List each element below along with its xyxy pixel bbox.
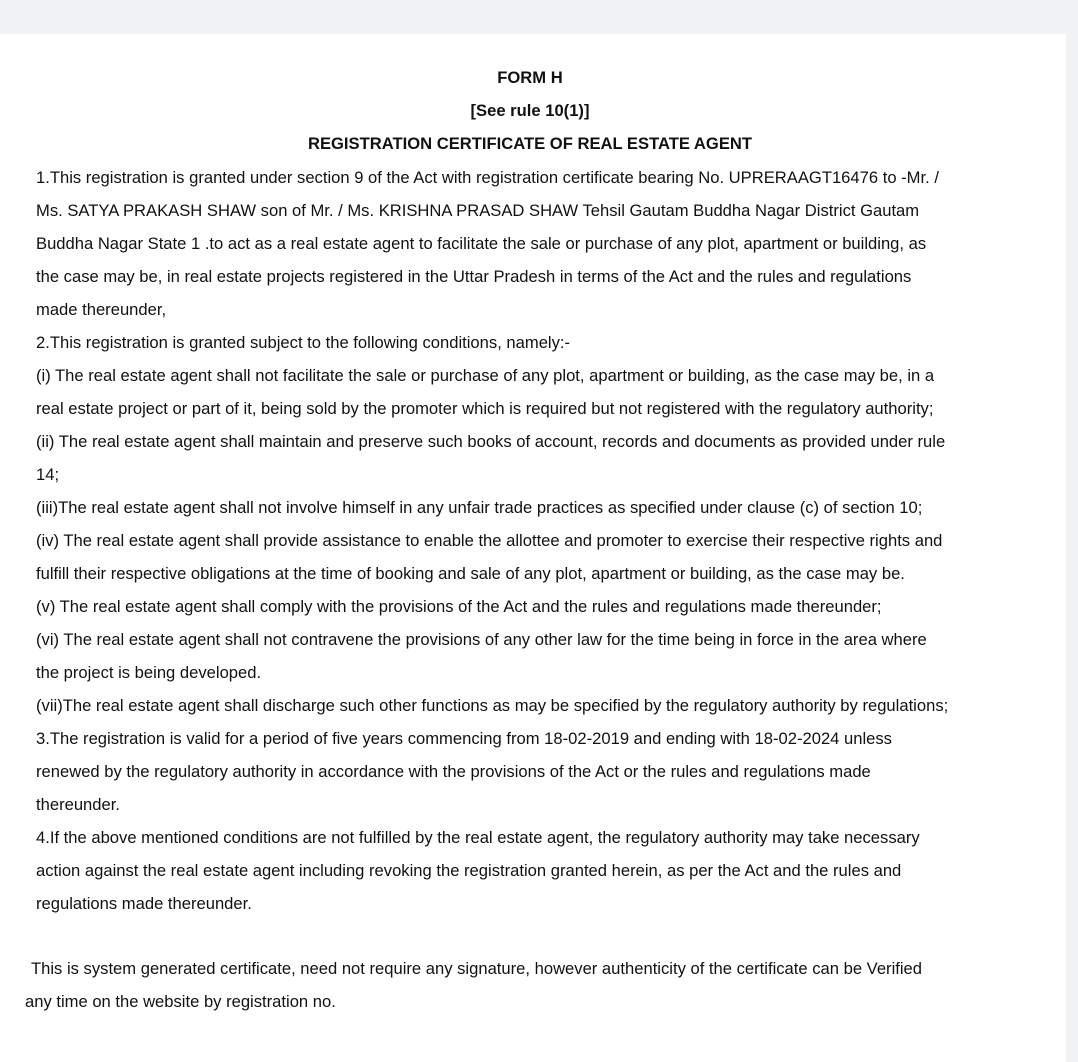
body-line: 3.The registration is valid for a period of five years commencing from 18-02-2019 and ending with 18-02-2024 unless [36, 729, 892, 748]
body-line: made thereunder, [36, 300, 167, 319]
certificate-page [0, 34, 1066, 1062]
body-line: (i) The real estate agent shall not facilitate the sale or purchase of any plot, apartment or building, as the case may be, in a [36, 366, 935, 385]
body-line: regulations made thereunder. [36, 894, 252, 913]
body-line: the project is being developed. [36, 663, 262, 682]
body-line: thereunder. [36, 795, 120, 814]
body-line: (iii)The real estate agent shall not involve himself in any unfair trade practices as specified under clause (c) of section 10; [36, 498, 923, 517]
body-line: action against the real estate agent including revoking the registration granted herein, as per the Act and the rules and [36, 861, 902, 880]
rule-reference: [See rule 10(1)] [470, 101, 590, 120]
footer-line: This is system generated certificate, need not require any signature, however authenticity of the certificate can be Verified [31, 959, 923, 978]
form-heading: FORM H [497, 68, 563, 87]
body-line: 14; [36, 465, 60, 484]
footer-line: any time on the website by registration no. [25, 992, 336, 1011]
body-line: Ms. SATYA PRAKASH SHAW son of Mr. / Ms. KRISHNA PRASAD SHAW Tehsil Gautam Buddha Nagar District Gautam [36, 201, 920, 220]
body-line: 4.If the above mentioned conditions are not fulfilled by the real estate agent, the regulatory authority may take necessary [36, 828, 920, 847]
body-line: (vii)The real estate agent shall discharge such other functions as may be specified by the regulatory authority by regulations; [36, 696, 949, 715]
body-line: (v) The real estate agent shall comply with the provisions of the Act and the rules and regulations made thereunder; [36, 597, 882, 616]
body-line: the case may be, in real estate projects registered in the Uttar Pradesh in terms of the Act and the rules and regulations [36, 267, 912, 286]
body-line: (ii) The real estate agent shall maintain and preserve such books of account, records and documents as provided under rule [36, 432, 946, 451]
body-line: (vi) The real estate agent shall not contravene the provisions of any other law for the time being in force in the area where [36, 630, 927, 649]
body-line: fulfill their respective obligations at the time of booking and sale of any plot, apartment or building, as the case may be. [36, 564, 905, 583]
body-line: real estate project or part of it, being sold by the promoter which is required but not registered with the regulatory authority; [36, 399, 934, 418]
body-line: (iv) The real estate agent shall provide assistance to enable the allottee and promoter to exercise their respective rights and [36, 531, 943, 550]
body-line: renewed by the regulatory authority in accordance with the provisions of the Act or the rules and regulations made [36, 762, 871, 781]
body-line: 1.This registration is granted under section 9 of the Act with registration certificate bearing No. UPRERAAGT16476 to -Mr. / [36, 168, 939, 187]
certificate-title: REGISTRATION CERTIFICATE OF REAL ESTATE AGENT [307, 134, 753, 153]
body-line: Buddha Nagar State 1 .to act as a real estate agent to facilitate the sale or purchase of any plot, apartment or building, as [36, 234, 927, 253]
body-line: 2.This registration is granted subject to the following conditions, namely:- [36, 333, 571, 352]
